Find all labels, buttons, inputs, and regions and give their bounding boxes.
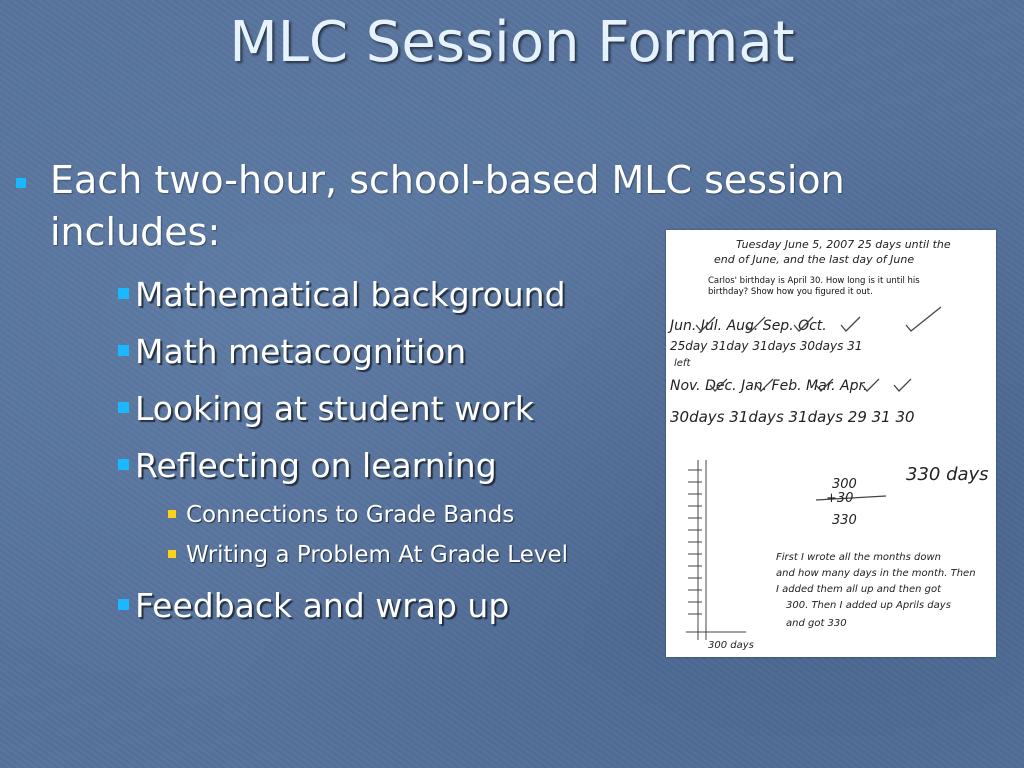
list-item-label: Reflecting on learning	[135, 446, 497, 485]
sub-list-item	[168, 500, 514, 530]
problem-line-1: Carlos' birthday is April 30. How long is it until his	[708, 276, 920, 286]
bullet-icon	[16, 178, 26, 188]
months-row-2: Nov. Dec. Jan. Feb. Mar. Apr.	[670, 378, 868, 394]
list-item	[118, 332, 466, 372]
bullet-icon	[118, 288, 129, 299]
big-answer: 330 days	[906, 464, 989, 485]
slide-title: MLC Session Format	[229, 10, 795, 75]
left-note: left	[674, 358, 691, 369]
sub-list-item-label: Connections to Grade Bands	[186, 502, 515, 528]
months-row-1: Jun. Jul. Aug. Sep. Oct.	[670, 318, 827, 334]
list-item-label: Mathematical background	[135, 275, 566, 314]
sub-bullet-icon	[168, 550, 176, 558]
header-line-1: Tuesday June 5, 2007 25 days until the	[736, 238, 951, 251]
sum-top: 300	[832, 477, 857, 492]
list-item-label: Feedback and wrap up	[135, 586, 510, 625]
list-item-label: Looking at student work	[135, 389, 534, 428]
explanation-line-1: First I wrote all the months down	[776, 552, 942, 563]
explanation-line-5: and got 330	[786, 618, 847, 629]
sub-list-item	[168, 540, 568, 570]
list-item	[118, 446, 497, 486]
intro-text: Each two-hour, school-based MLC session includes:	[50, 158, 845, 254]
list-item	[118, 275, 566, 315]
bullet-icon	[118, 345, 129, 356]
days-row-1: 25day 31day 31days 30days 31	[670, 339, 863, 353]
explanation-line-3: I added them all up and then got	[776, 584, 941, 595]
bullet-icon	[118, 599, 129, 610]
header-line-2: end of June, and the last day of June	[714, 253, 915, 266]
student-work-image	[666, 230, 996, 657]
problem-line-2: birthday? Show how you figured it out.	[708, 287, 873, 297]
sum-add: +30	[826, 491, 854, 506]
tally-total: 300 days	[708, 640, 754, 651]
sum-result: 330	[832, 513, 857, 528]
explanation-line-2: and how many days in the month. Then	[776, 568, 976, 579]
explanation-line-4: 300. Then I added up Aprils days	[786, 600, 951, 611]
list-item-label: Math metacognition	[135, 332, 467, 371]
bullet-icon	[118, 459, 129, 470]
list-item	[118, 389, 534, 429]
list-item	[118, 586, 509, 626]
bullet-icon	[118, 402, 129, 413]
sub-bullet-icon	[168, 510, 176, 518]
sub-list-item-label: Writing a Problem At Grade Level	[186, 542, 569, 568]
days-row-2: 30days 31days 31days 29 31 30	[670, 408, 915, 426]
